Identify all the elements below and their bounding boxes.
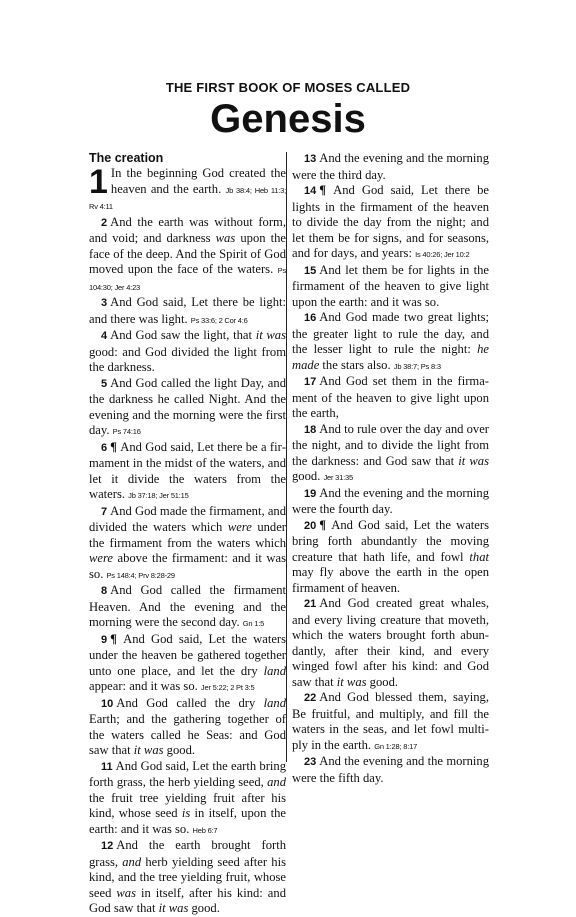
verse-13 bbox=[292, 151, 489, 183]
verse-16 bbox=[292, 310, 489, 374]
verse-number: 20 bbox=[304, 519, 317, 532]
verse-text: good. bbox=[292, 469, 324, 483]
cross-reference: Gn 1:28; 8:17 bbox=[374, 741, 418, 751]
verse-text: good. bbox=[188, 901, 220, 915]
italic-word: were bbox=[227, 520, 252, 534]
right-column bbox=[292, 151, 489, 786]
verse-10 bbox=[89, 696, 286, 759]
italic-word: is bbox=[181, 806, 191, 820]
verse-text: And God created great whales, and every living creature that moveth, which the waters brought forth abundantly, after their kind, and every winged fowl after his kind: and God saw that bbox=[292, 596, 489, 689]
verse-9 bbox=[89, 632, 286, 696]
verse-text: good. bbox=[366, 674, 399, 689]
verse-5 bbox=[89, 376, 286, 440]
verse-text: And God said, Let the waters under the heaven be gathered together unto one place, and let the dry bbox=[89, 631, 287, 678]
italic-word: it was bbox=[255, 328, 286, 342]
verse-number: 7 bbox=[101, 505, 108, 518]
verse-text: herb yielding seed after his kind, and the tree yielding fruit, whose seed bbox=[89, 854, 286, 900]
cross-reference: Heb 6:7 bbox=[192, 825, 218, 835]
verse-text: In the beginning God created the heaven and the earth. bbox=[110, 166, 286, 196]
verse-17 bbox=[292, 374, 489, 422]
verse-text: And to rule over the day and over the night, and to divide the light from the darkness: and God saw that bbox=[292, 421, 489, 468]
verse-number: 11 bbox=[101, 760, 113, 773]
verse-text: And God said, Let the waters bring forth abundantly the moving creature that hath life, and fowl bbox=[292, 517, 489, 564]
verse-number: 17 bbox=[304, 376, 317, 388]
italic-word: he made bbox=[292, 342, 489, 372]
verse-2 bbox=[89, 215, 286, 296]
verse-text: good. bbox=[163, 743, 196, 757]
verse-20 bbox=[292, 518, 489, 597]
verse-number: 2 bbox=[101, 216, 108, 229]
verse-21 bbox=[292, 596, 489, 690]
italic-word: and bbox=[122, 854, 142, 869]
verse-number: 3 bbox=[101, 297, 108, 309]
cross-reference: Ps 104:30; Jer 4:23 bbox=[89, 266, 286, 292]
verse-text: in itself, after his kind: and God saw that bbox=[89, 885, 286, 915]
verse-number: 21 bbox=[304, 598, 317, 610]
cross-reference: Gn 1:5 bbox=[242, 619, 265, 628]
verse-text: good: and God divided the light from the darkness. bbox=[89, 344, 286, 374]
verse-text: under the firmament from the waters which bbox=[89, 520, 287, 550]
verse-14 bbox=[292, 183, 489, 263]
verse-11 bbox=[89, 759, 286, 839]
verse-7 bbox=[89, 504, 286, 584]
verse-text: And God said, Let there be lights in the firmament of the heaven to divide the day from the night; and let them be for signs, and for seasons, and for days, and years: bbox=[292, 183, 489, 260]
verse-text: And God made two great lights; the greater light to rule the day, and the lesser light to rule the night: bbox=[292, 310, 489, 356]
verse-number: 14 bbox=[304, 185, 317, 197]
verse-12 bbox=[89, 838, 286, 917]
verse-text: And God called the light Day, and the darkness he called Night. And the evening and the morning were the first day. bbox=[89, 375, 286, 437]
verse-number: 13 bbox=[304, 153, 317, 165]
verse-number: 4 bbox=[101, 330, 108, 342]
verse-text: appear: and it was so. bbox=[89, 679, 201, 693]
cross-reference: Ps 33:6; 2 Cor 4:6 bbox=[190, 315, 248, 325]
paragraph-mark: ¶ bbox=[319, 183, 334, 197]
book-header bbox=[0, 80, 576, 141]
cross-reference: Jb 38:7; Ps 8:3 bbox=[393, 361, 441, 371]
verse-number: 12 bbox=[101, 840, 114, 852]
cross-reference: Ps 148:4; Prv 8:28-29 bbox=[106, 570, 175, 580]
cross-reference: Jer 31:35 bbox=[323, 473, 353, 482]
verse-text: And God called the firmament Heaven. And the evening and the morning were the second day. bbox=[89, 583, 286, 629]
verse-18 bbox=[292, 422, 489, 486]
verse-text: Earth; and the gathering together of the waters called he Seas: and God saw that bbox=[89, 712, 286, 757]
italic-word: it was bbox=[458, 453, 490, 468]
verse-text: in itself, upon the earth: and it was so. bbox=[89, 806, 287, 836]
verse-23 bbox=[292, 754, 489, 786]
verse-text: And God called the dry bbox=[116, 695, 264, 710]
verse-text: And God saw the light, that bbox=[110, 328, 256, 342]
verse-number: 15 bbox=[304, 264, 317, 277]
verse-number: 5 bbox=[101, 377, 108, 390]
paragraph-mark: ¶ bbox=[110, 631, 124, 646]
verse-text: upon the face of the deep. And the Spirit of God moved upon the face of the waters. bbox=[89, 231, 287, 276]
italic-word: it was bbox=[336, 674, 367, 689]
verse-22 bbox=[292, 690, 489, 754]
verse-text: And the earth was without form, and void; and darkness bbox=[89, 214, 286, 245]
cross-reference: Jb 38:4; Heb 11:3; Rv 4:11 bbox=[89, 185, 287, 211]
verse-text: above the firmament: and it was so. bbox=[89, 551, 286, 581]
book-title: Genesis bbox=[210, 97, 366, 141]
verse-number: 8 bbox=[101, 585, 108, 597]
verse-3 bbox=[89, 295, 286, 328]
verse-text: And let them be for lights in the firmament of the heaven to give light upon the earth: and it was so. bbox=[292, 262, 489, 309]
column-divider bbox=[286, 152, 287, 762]
verse-text: And God said, Let there be a firmament in the midst of the waters, and let it divide the waters from the waters. bbox=[89, 439, 287, 501]
verse-text: And the earth brought forth grass, bbox=[89, 838, 286, 869]
verse-19 bbox=[292, 486, 489, 518]
italic-word: was bbox=[116, 885, 136, 900]
verse-6 bbox=[89, 440, 286, 504]
verse-number: 19 bbox=[304, 487, 317, 500]
verse-number: 16 bbox=[304, 312, 317, 324]
verse-number: 22 bbox=[304, 692, 317, 704]
paragraph-mark: ¶ bbox=[319, 517, 332, 532]
italic-word: it was bbox=[133, 743, 164, 757]
italic-word: it was bbox=[158, 901, 189, 915]
cross-reference: Jb 37:18; Jer 51:15 bbox=[128, 491, 189, 500]
verse-text: the fruit tree yielding fruit after his kind, whose seed bbox=[89, 790, 286, 820]
italic-word: were bbox=[89, 551, 114, 565]
verse-number: 10 bbox=[101, 697, 114, 710]
verse-text: And God set them in the firmament of the heaven to give light upon the earth, bbox=[292, 374, 489, 420]
verse-text: And the evening and the morning were the fourth day. bbox=[292, 485, 489, 516]
verse-text: And God made the firmament, and divided the waters which bbox=[89, 503, 286, 534]
cross-reference: Is 40:26; Jer 10:2 bbox=[415, 250, 470, 259]
verse-text: may fly above the earth in the open firmament of heaven. bbox=[292, 565, 489, 595]
italic-word: land bbox=[263, 663, 286, 678]
section-heading: The creation bbox=[89, 151, 164, 165]
verse-text: And the evening and the morning were the third day. bbox=[292, 151, 489, 182]
verse-15 bbox=[292, 263, 489, 311]
verse-4 bbox=[89, 328, 286, 376]
verse-text: And God said, Let there be light: and there was light. bbox=[89, 295, 286, 326]
chapter-number: 1 bbox=[89, 163, 108, 201]
verse-number: 18 bbox=[304, 423, 317, 436]
italic-word: was bbox=[215, 231, 236, 245]
verse-number: 9 bbox=[101, 633, 108, 646]
italic-word: land bbox=[263, 695, 286, 710]
verse-8 bbox=[89, 583, 286, 632]
verse-text: And God said, Let the earth bring forth grass, the herb yielding seed, bbox=[89, 758, 286, 789]
left-column bbox=[89, 151, 286, 917]
verse-number: 6 bbox=[101, 441, 108, 454]
cross-reference: Ps 74:16 bbox=[112, 427, 141, 436]
cross-reference: Jer 5:22; 2 Pt 3:5 bbox=[200, 683, 255, 692]
book-subtitle: THE FIRST BOOK OF MOSES CALLED bbox=[165, 80, 411, 95]
verse-1 bbox=[89, 163, 287, 215]
paragraph-mark: ¶ bbox=[110, 439, 121, 454]
verse-text: And the evening and the morning were the fifth day. bbox=[292, 754, 489, 785]
verse-text: And God blessed them, saying, Be fruitful, and multiply, and fill the waters in the seas, and let fowl multiply in the earth. bbox=[292, 690, 489, 752]
verse-text: the stars also. bbox=[319, 357, 394, 372]
italic-word: and bbox=[267, 775, 286, 789]
italic-word: that bbox=[469, 549, 489, 564]
verse-number: 23 bbox=[304, 756, 317, 768]
